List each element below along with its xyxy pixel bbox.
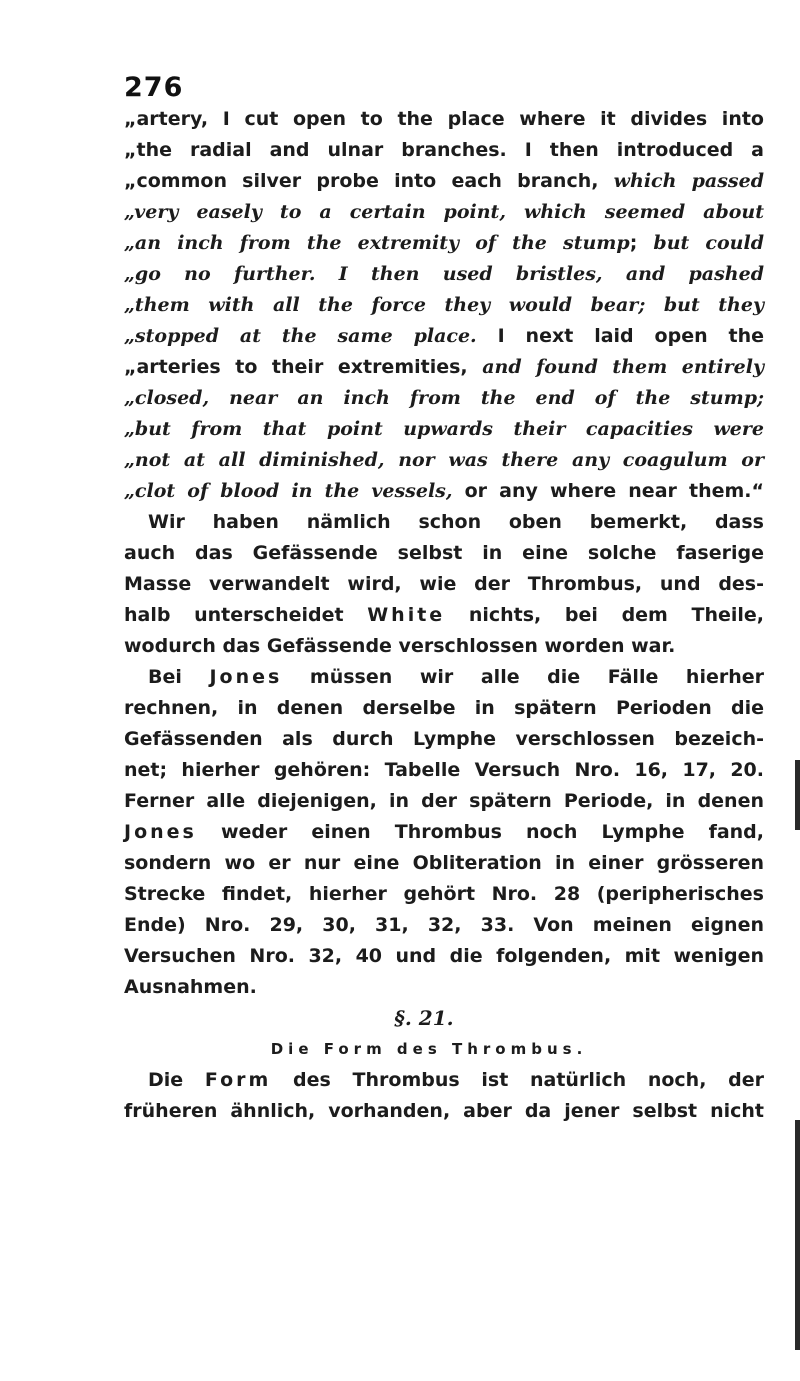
text-run: White <box>367 604 446 626</box>
italic-text: „but from that point upwards their capacities were <box>124 418 764 440</box>
text-line <box>124 135 764 166</box>
text-line <box>124 445 764 476</box>
italic-text: „closed, near an inch from the end of the stump; <box>124 387 764 409</box>
section-title: Die Form des Thrombus. <box>270 1040 588 1058</box>
text-run: weder einen Thrombus noch Lymphe fand, <box>196 821 764 843</box>
text-run: Form <box>204 1069 272 1091</box>
text-run: „arteries to their extremities, <box>124 356 483 378</box>
text-line <box>124 104 764 135</box>
text-line <box>124 941 764 972</box>
text-run: Wir haben nämlich schon oben bemerkt, dass <box>148 511 764 533</box>
italic-text: „stopped at the same place. <box>124 325 477 347</box>
italic-text: „them with all the force they would bear; but they <box>124 294 764 316</box>
text-line <box>124 538 764 569</box>
text-line <box>124 228 764 259</box>
text-run: nichts, bei dem Theile, <box>445 604 764 626</box>
text-line <box>124 879 764 910</box>
text-run: Versuchen Nro. 32, 40 und die folgenden, mit wenigen <box>124 945 764 967</box>
text-run: „artery, I cut open to the place where it divides into <box>124 108 764 130</box>
text-run: Ende) Nro. 29, 30, 31, 32, 33. Von meinen eignen <box>124 914 764 936</box>
text-line <box>124 693 764 724</box>
text-line <box>124 569 764 600</box>
italic-text: which passed <box>613 170 765 192</box>
text-line <box>124 166 764 197</box>
text-line <box>124 848 764 879</box>
text-line <box>124 972 764 1003</box>
text-run: halb unterscheidet <box>124 604 368 626</box>
text-run: net; hierher gehören: Tabelle Versuch Nro. 16, 17, 20. <box>124 759 764 781</box>
text-line <box>124 817 764 848</box>
italic-text: „not at all diminished, nor was there any coagulum or <box>124 449 764 471</box>
page-edge-mark <box>795 760 800 830</box>
text-line <box>124 507 764 538</box>
text-line <box>124 786 764 817</box>
text-line <box>124 1065 764 1096</box>
italic-text: „an inch from the extremity of the stump <box>124 232 630 254</box>
page-edge-mark <box>795 1120 800 1350</box>
italic-text: and found them entirely <box>482 356 764 378</box>
italic-text: but could <box>653 232 764 254</box>
text-run: Ferner alle diejenigen, in der spätern Periode, in denen <box>124 790 764 812</box>
text-run: sondern wo er nur eine Obliteration in einer grösseren <box>124 852 764 874</box>
text-line <box>124 352 764 383</box>
text-run: des Thrombus ist natürlich noch, der <box>271 1069 764 1091</box>
italic-text: „very easely to a certain point, which seemed about <box>124 201 764 223</box>
text-run: müssen wir alle die Fälle hierher <box>282 666 765 688</box>
text-run: auch das Gefässende selbst in eine solche faserige <box>124 542 764 564</box>
text-line <box>124 1096 764 1127</box>
text-line <box>124 259 764 290</box>
italic-text: „clot of blood in the vessels, <box>124 480 453 502</box>
text-line <box>124 600 764 631</box>
text-run: rechnen, in denen derselbe in spätern Perioden die <box>124 697 764 719</box>
italic-text: „go no further. I then used bristles, and pashed <box>124 263 764 285</box>
text-line <box>124 910 764 941</box>
text-run: ; <box>629 232 654 254</box>
text-line <box>124 290 764 321</box>
text-run: Gefässenden als durch Lymphe verschlossen bezeich- <box>124 728 764 750</box>
text-line <box>124 321 764 352</box>
section-mark: §. 21. <box>394 1006 454 1030</box>
text-run: Masse verwandelt wird, wie der Thrombus, und des- <box>124 573 764 595</box>
text-run: Die <box>148 1069 205 1091</box>
text-line <box>124 724 764 755</box>
text-run: Bei <box>148 666 210 688</box>
text-line <box>124 631 764 662</box>
text-line <box>124 414 764 445</box>
text-run: Jones <box>124 821 197 843</box>
text-run: „the radial and ulnar branches. I then introduced a <box>124 139 764 161</box>
page-number: 276 <box>124 72 184 103</box>
text-run: wodurch das Gefässende verschlossen worden war. <box>124 635 676 657</box>
main-paragraphs <box>124 104 764 1003</box>
body-text <box>124 104 764 1127</box>
section-paragraph <box>124 1065 764 1127</box>
text-line <box>124 755 764 786</box>
text-run: früheren ähnlich, vorhanden, aber da jener selbst nicht <box>124 1100 764 1122</box>
text-run: or any where near them.“ <box>452 480 764 502</box>
text-run: I next laid open the <box>476 325 764 347</box>
text-line <box>124 662 764 693</box>
text-run: Jones <box>209 666 283 688</box>
text-line <box>124 383 764 414</box>
text-run: Ausnahmen. <box>124 976 257 998</box>
text-line <box>124 197 764 228</box>
text-run: Strecke findet, hierher gehört Nro. 28 (peripherisches <box>124 883 764 905</box>
text-line <box>124 476 764 507</box>
text-run: „common silver probe into each branch, <box>124 170 614 192</box>
